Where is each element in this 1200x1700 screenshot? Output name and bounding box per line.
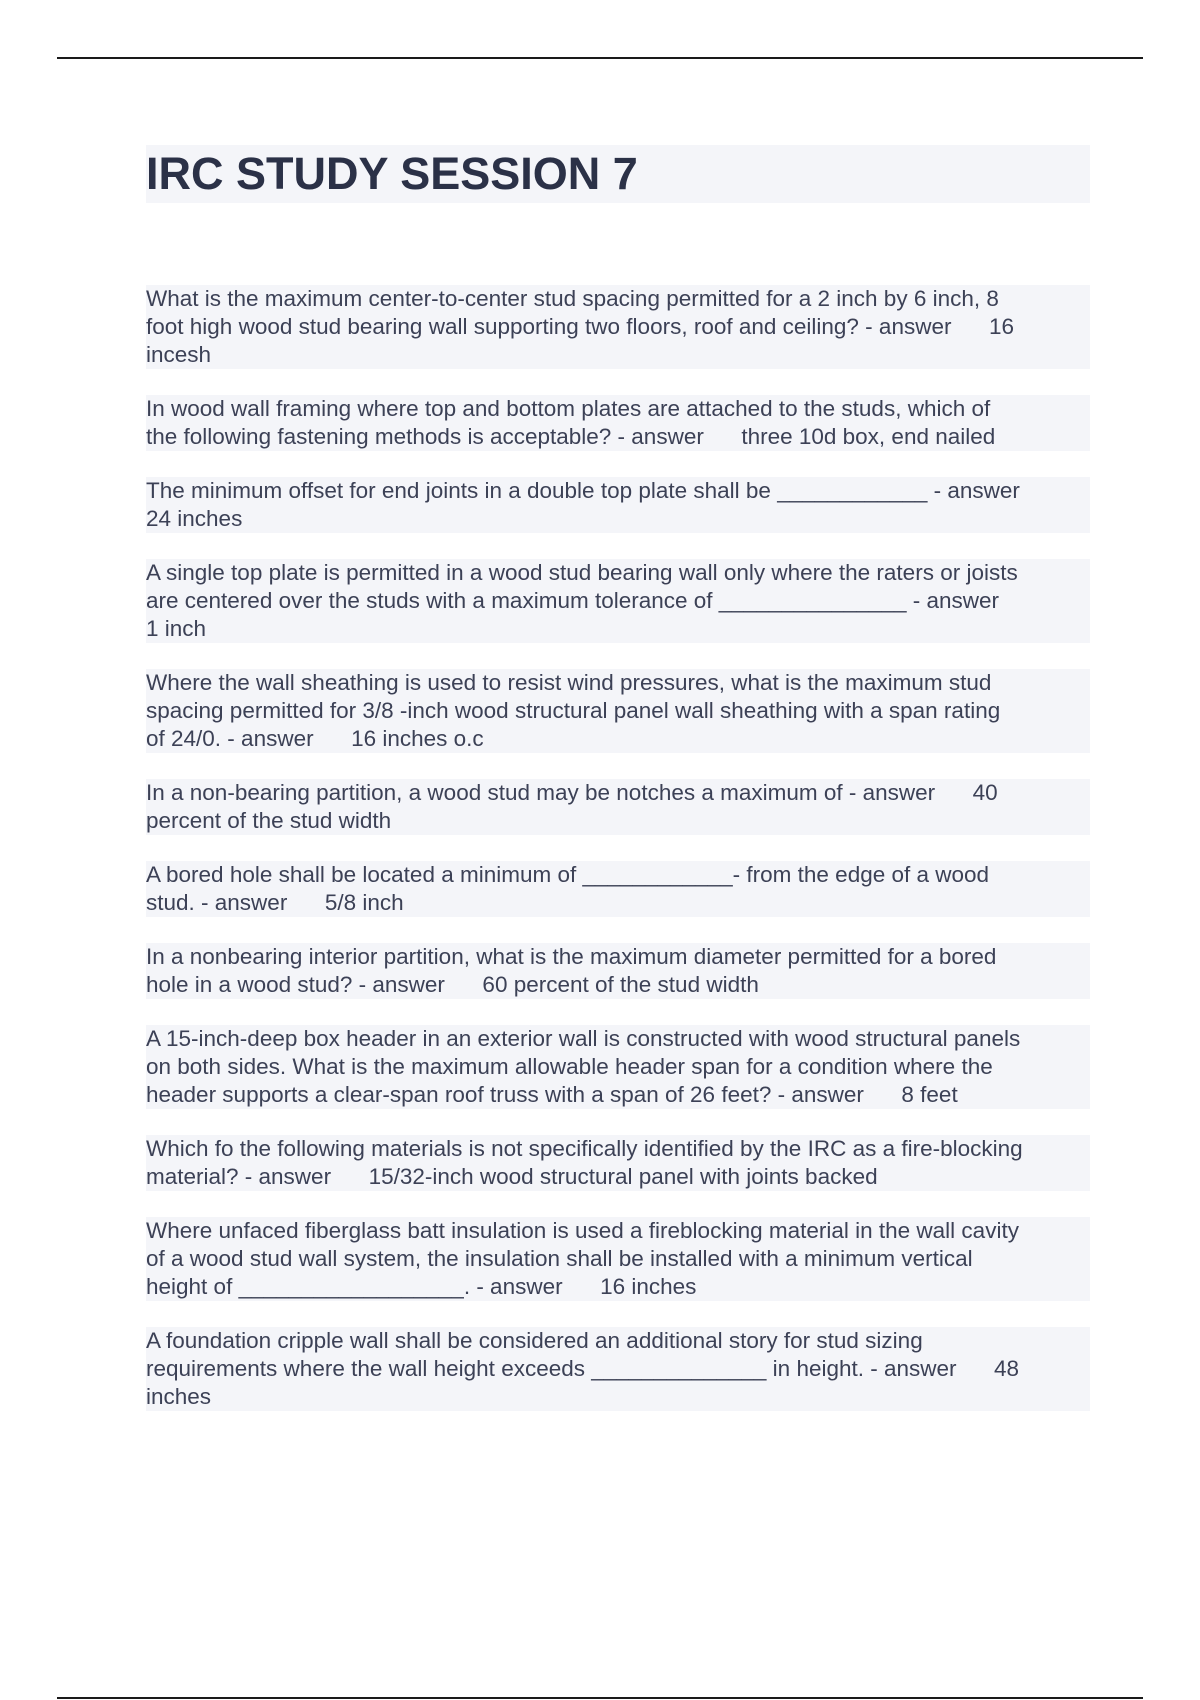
question-line: Where unfaced fiberglass batt insulation is used a fireblocking material in the wall cavity	[146, 1217, 1090, 1245]
question-item	[146, 1327, 1090, 1411]
question-item	[146, 285, 1090, 369]
question-line: percent of the stud width	[146, 807, 1090, 835]
question-item	[146, 1135, 1090, 1191]
question-list	[146, 285, 1090, 1411]
question-line: In wood wall framing where top and bottom plates are attached to the studs, which of	[146, 395, 1090, 423]
question-line: A 15-inch-deep box header in an exterior wall is constructed with wood structural panels	[146, 1025, 1090, 1053]
question-line: The minimum offset for end joints in a double top plate shall be ____________ - answer	[146, 477, 1090, 505]
question-line: are centered over the studs with a maximum tolerance of _______________ - answer	[146, 587, 1090, 615]
question-line: In a nonbearing interior partition, what is the maximum diameter permitted for a bored	[146, 943, 1090, 971]
question-line: 1 inch	[146, 615, 1090, 643]
page-content	[146, 145, 1090, 1437]
question-line: hole in a wood stud? - answer 60 percent of the stud width	[146, 971, 1090, 999]
question-line: What is the maximum center-to-center stud spacing permitted for a 2 inch by 6 inch, 8	[146, 285, 1090, 313]
question-line: on both sides. What is the maximum allowable header span for a condition where the	[146, 1053, 1090, 1081]
question-item	[146, 669, 1090, 753]
question-line: of 24/0. - answer 16 inches o.c	[146, 725, 1090, 753]
page-title: IRC STUDY SESSION 7	[146, 145, 1090, 203]
question-line: In a non-bearing partition, a wood stud may be notches a maximum of - answer 40	[146, 779, 1090, 807]
bottom-rule	[57, 1697, 1143, 1699]
question-line: 24 inches	[146, 505, 1090, 533]
question-line: requirements where the wall height exceeds ______________ in height. - answer 48	[146, 1355, 1090, 1383]
question-line: A bored hole shall be located a minimum of ____________- from the edge of a wood	[146, 861, 1090, 889]
question-item	[146, 559, 1090, 643]
question-line: spacing permitted for 3/8 -inch wood structural panel wall sheathing with a span rating	[146, 697, 1090, 725]
question-item	[146, 1025, 1090, 1109]
question-item	[146, 861, 1090, 917]
question-line: the following fastening methods is acceptable? - answer three 10d box, end nailed	[146, 423, 1090, 451]
top-rule	[57, 57, 1143, 59]
question-line: foot high wood stud bearing wall supporting two floors, roof and ceiling? - answer 16	[146, 313, 1090, 341]
question-line: height of __________________. - answer 16 inches	[146, 1273, 1090, 1301]
question-line: material? - answer 15/32-inch wood structural panel with joints backed	[146, 1163, 1090, 1191]
question-line: inches	[146, 1383, 1090, 1411]
question-line: stud. - answer 5/8 inch	[146, 889, 1090, 917]
question-line: A foundation cripple wall shall be considered an additional story for stud sizing	[146, 1327, 1090, 1355]
question-item	[146, 1217, 1090, 1301]
question-line: incesh	[146, 341, 1090, 369]
question-line: header supports a clear-span roof truss with a span of 26 feet? - answer 8 feet	[146, 1081, 1090, 1109]
question-line: of a wood stud wall system, the insulation shall be installed with a minimum vertical	[146, 1245, 1090, 1273]
question-line: Which fo the following materials is not specifically identified by the IRC as a fire-blocking	[146, 1135, 1090, 1163]
question-item	[146, 477, 1090, 533]
question-item	[146, 395, 1090, 451]
question-item	[146, 779, 1090, 835]
question-line: A single top plate is permitted in a wood stud bearing wall only where the raters or joists	[146, 559, 1090, 587]
question-item	[146, 943, 1090, 999]
question-line: Where the wall sheathing is used to resist wind pressures, what is the maximum stud	[146, 669, 1090, 697]
